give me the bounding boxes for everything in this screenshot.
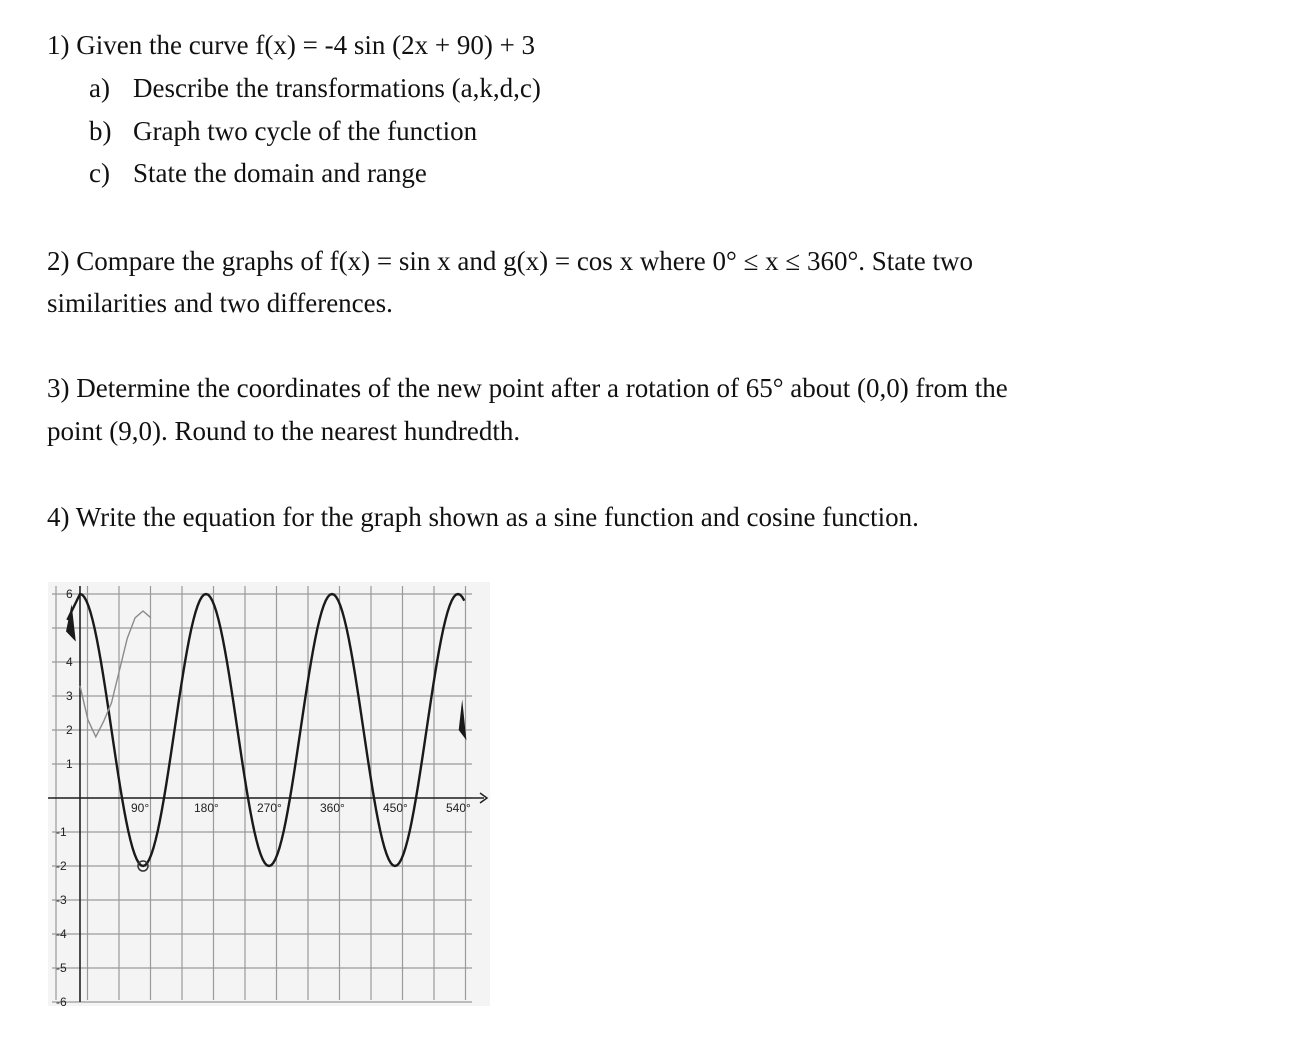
x-tick-label: 450° bbox=[383, 801, 408, 815]
part-text: Graph two cycle of the function bbox=[133, 116, 478, 146]
y-tick-label: -6 bbox=[56, 995, 67, 1006]
part-label: b) bbox=[89, 116, 112, 146]
x-tick-label: 270° bbox=[257, 801, 282, 815]
part-text: Describe the transformations (a,k,d,c) bbox=[133, 73, 541, 103]
y-tick-label: 6 bbox=[66, 587, 73, 601]
question-1-part-a bbox=[89, 75, 541, 102]
question-3-line-2: point (9,0). Round to the nearest hundredth. bbox=[47, 416, 521, 446]
sinusoid-graph bbox=[48, 582, 490, 1006]
y-tick-label: 3 bbox=[66, 689, 73, 703]
y-tick-label: -1 bbox=[56, 825, 67, 839]
part-text: State the domain and range bbox=[133, 158, 427, 188]
y-tick-label: -5 bbox=[56, 961, 67, 975]
part-label: a) bbox=[89, 73, 110, 103]
y-tick-label: -2 bbox=[56, 859, 67, 873]
question-2-line-1: 2) Compare the graphs of f(x) = sin x and g(x) = cos x where 0° ≤ x ≤ 360°. State two bbox=[47, 246, 973, 276]
question-2-line-2: similarities and two differences. bbox=[47, 288, 393, 318]
x-tick-label: 180° bbox=[194, 801, 219, 815]
question-1-part-b bbox=[89, 118, 477, 145]
y-tick-label: 4 bbox=[66, 655, 73, 669]
question-1-stem: 1) Given the curve f(x) = -4 sin (2x + 90) + 3 bbox=[47, 30, 536, 60]
y-tick-label: -3 bbox=[56, 893, 67, 907]
y-tick-label: -4 bbox=[56, 927, 67, 941]
part-label: c) bbox=[89, 158, 110, 188]
question-3-line-1: 3) Determine the coordinates of the new point after a rotation of 65° about (0,0) from the bbox=[47, 373, 1008, 403]
x-tick-label: 360° bbox=[320, 801, 345, 815]
y-tick-label: 2 bbox=[66, 723, 73, 737]
x-tick-label: 540° bbox=[446, 801, 471, 815]
x-tick-label: 90° bbox=[131, 801, 150, 815]
graph-background bbox=[48, 582, 490, 1006]
question-4-text: 4) Write the equation for the graph shown as a sine function and cosine function. bbox=[47, 502, 919, 532]
question-1-part-c bbox=[89, 160, 427, 187]
y-tick-label: 1 bbox=[66, 757, 73, 771]
